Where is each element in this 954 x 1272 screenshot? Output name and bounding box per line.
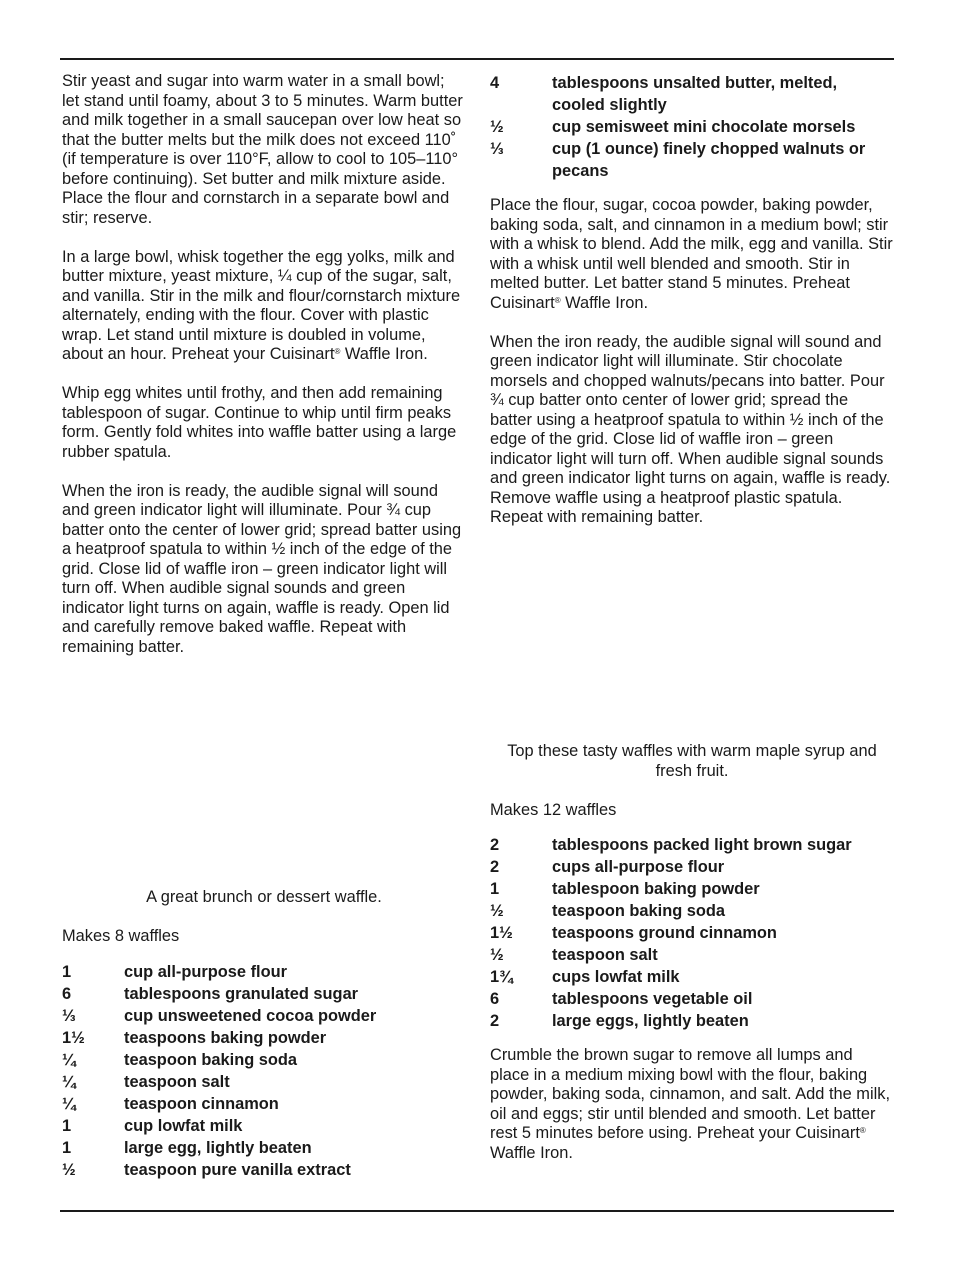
right-column (490, 72, 894, 547)
ingredient-quantity: 4 (490, 74, 500, 92)
ingredient-quantity: ¼ (62, 1050, 76, 1069)
ingredient-quantity: 1 (62, 1138, 72, 1157)
ingredient-quantity: ¼ (62, 1094, 76, 1113)
ingredient-row (62, 1115, 466, 1137)
bottom-rule (60, 1210, 894, 1212)
ingredient-row (490, 834, 894, 856)
ingredient-row (490, 966, 894, 988)
ingredient-list (490, 834, 894, 1032)
ingredient-row (62, 1027, 466, 1049)
ingredient-row (62, 1093, 466, 1115)
ingredient-row (490, 72, 894, 116)
ingredient-text: cups all-purpose flour (552, 858, 725, 876)
ingredient-row (62, 983, 466, 1005)
recipe-tagline: Top these tasty waffles with warm maple syrup and fresh fruit. (507, 742, 877, 780)
ingredient-list (490, 72, 894, 182)
paragraph: Whip egg whites until frothy, and then add remaining tablespoon of sugar. Continue to whip until firm peaks form. Gently fold whites into waffle batter using a large rubber spatula. (62, 384, 457, 461)
ingredient-row (490, 988, 894, 1010)
ingredient-text: cup lowfat milk (124, 1116, 243, 1135)
ingredient-row (490, 878, 894, 900)
right-recipe (490, 742, 894, 1183)
ingredient-text: teaspoon baking soda (124, 1050, 298, 1069)
ingredient-row (62, 1071, 466, 1093)
ingredient-quantity: 2 (490, 1012, 500, 1030)
ingredient-quantity: ⅓ (62, 1006, 76, 1025)
ingredient-text: large egg, lightly beaten (124, 1138, 312, 1157)
ingredient-text: tablespoons unsalted butter, melted, cooled slightly (552, 74, 838, 114)
ingredient-text: cup (1 ounce) finely chopped walnuts or pecans (552, 140, 866, 180)
ingredient-text: tablespoon baking powder (552, 880, 760, 898)
ingredient-row (490, 116, 894, 138)
ingredient-quantity: 1½ (490, 924, 513, 942)
paragraph: Stir yeast and sugar into warm water in a small bowl; let stand until foamy, about 3 to 5 minutes. Warm butter and milk together in a small saucepan over low heat so that the butter melts but the milk does not exceed 110˚ (if temperature is over 110°F, allow to cool to 105–110° before continuing). Set butter and milk mixture aside. Place the flour and cornstarch in a separate bowl and stir; reserve. (62, 72, 463, 227)
paragraph: In a large bowl, whisk together the egg yolks, milk and butter mixture, yeast mixture, ¼ cup of the sugar, salt, and vanilla. Stir in the milk and flour/cornstarch mixture alternately, ending with the flour. Cover with plastic wrap. Let stand until mixture is doubled in volume, about an hour. Preheat your Cuisinart® Waffle Iron. (62, 247, 461, 363)
ingredient-list (62, 961, 466, 1181)
ingredient-quantity: 1½ (62, 1028, 85, 1047)
ingredient-row (490, 900, 894, 922)
left-column (62, 72, 466, 677)
ingredient-row (490, 922, 894, 944)
ingredient-row (490, 856, 894, 878)
ingredient-text: tablespoons packed light brown sugar (552, 836, 852, 854)
ingredient-quantity: 1¾ (490, 968, 513, 986)
ingredient-quantity: 2 (490, 858, 500, 876)
ingredient-quantity: ½ (490, 946, 504, 964)
paragraph: When the iron ready, the audible signal will sound and green indicator light will illuminate. Stir chocolate morsels and chopped walnuts/pecans into batter. Pour ¾ cup batter onto center of lower grid; spread the batter using a heatproof spatula to within ½ inch of the edge of the grid. Close lid of waffle iron – green indicator light will turn off. When audible signal sounds and green indicator light turns on again, waffle is ready. Remove waffle using a heatproof plastic spatula. Repeat with remaining batter. (490, 332, 891, 526)
top-rule (60, 58, 894, 60)
ingredient-quantity: ¼ (62, 1072, 76, 1091)
ingredient-row (490, 138, 894, 182)
ingredient-quantity: ⅓ (490, 140, 504, 158)
ingredient-text: teaspoons ground cinnamon (552, 924, 777, 942)
recipe-yield: Makes 12 waffles (490, 800, 617, 819)
ingredient-text: teaspoons baking powder (124, 1028, 327, 1047)
ingredient-quantity: ½ (490, 902, 504, 920)
paragraph: Crumble the brown sugar to remove all lumps and place in a medium mixing bowl with the flour, baking powder, baking soda, cinnamon, and salt. Add the milk, oil and eggs; stir until blended and smooth. Let batter rest 5 minutes before using. Preheat your Cuisinart® Waffle Iron. (490, 1046, 890, 1162)
ingredient-text: cup all-purpose flour (124, 962, 288, 981)
ingredient-row (490, 944, 894, 966)
paragraph: Place the flour, sugar, cocoa powder, baking powder, baking soda, salt, and cinnamon in a medium bowl; stir with a whisk to blend. Add the milk, egg and vanilla. Stir with a whisk until well blended and smooth. Stir in melted butter. Let batter stand 5 minutes. Preheat Cuisinart® Waffle Iron. (490, 196, 893, 312)
left-recipe (62, 888, 466, 1181)
ingredient-text: cup unsweetened cocoa powder (124, 1006, 377, 1025)
recipe-yield: Makes 8 waffles (62, 927, 180, 945)
ingredient-text: cups lowfat milk (552, 968, 680, 986)
paragraph: When the iron is ready, the audible signal will sound and green indicator light will illuminate. Pour ¾ cup batter onto the center of lower grid; spread batter using a heatproof spatula to within ½ inch of the edge of the grid. Close lid of waffle iron – green indicator light will turn off. When audible signal sounds and green indicator light turns on again, waffle is ready. Open lid and carefully remove baked waffle. Repeat with remaining batter. (62, 481, 462, 656)
ingredient-text: teaspoon salt (124, 1072, 230, 1091)
ingredient-text: cup semisweet mini chocolate morsels (552, 118, 856, 136)
ingredient-quantity: 1 (62, 1116, 72, 1135)
ingredient-quantity: 1 (490, 880, 500, 898)
ingredient-row (490, 1010, 894, 1032)
ingredient-quantity: ½ (490, 118, 504, 136)
ingredient-text: teaspoon baking soda (552, 902, 726, 920)
ingredient-quantity: 1 (62, 962, 72, 981)
ingredient-text: large eggs, lightly beaten (552, 1012, 749, 1030)
ingredient-quantity: 6 (490, 990, 500, 1008)
recipe-tagline: A great brunch or dessert waffle. (146, 888, 382, 906)
ingredient-row (62, 1137, 466, 1159)
ingredient-quantity: ½ (62, 1160, 76, 1179)
ingredient-row (62, 961, 466, 983)
ingredient-text: teaspoon pure vanilla extract (124, 1160, 351, 1179)
ingredient-quantity: 6 (62, 984, 72, 1003)
ingredient-row (62, 1005, 466, 1027)
ingredient-text: tablespoons granulated sugar (124, 984, 359, 1003)
ingredient-text: teaspoon cinnamon (124, 1094, 279, 1113)
ingredient-quantity: 2 (490, 836, 500, 854)
ingredient-text: teaspoon salt (552, 946, 658, 964)
ingredient-row (62, 1159, 466, 1181)
ingredient-row (62, 1049, 466, 1071)
ingredient-text: tablespoons vegetable oil (552, 990, 753, 1008)
